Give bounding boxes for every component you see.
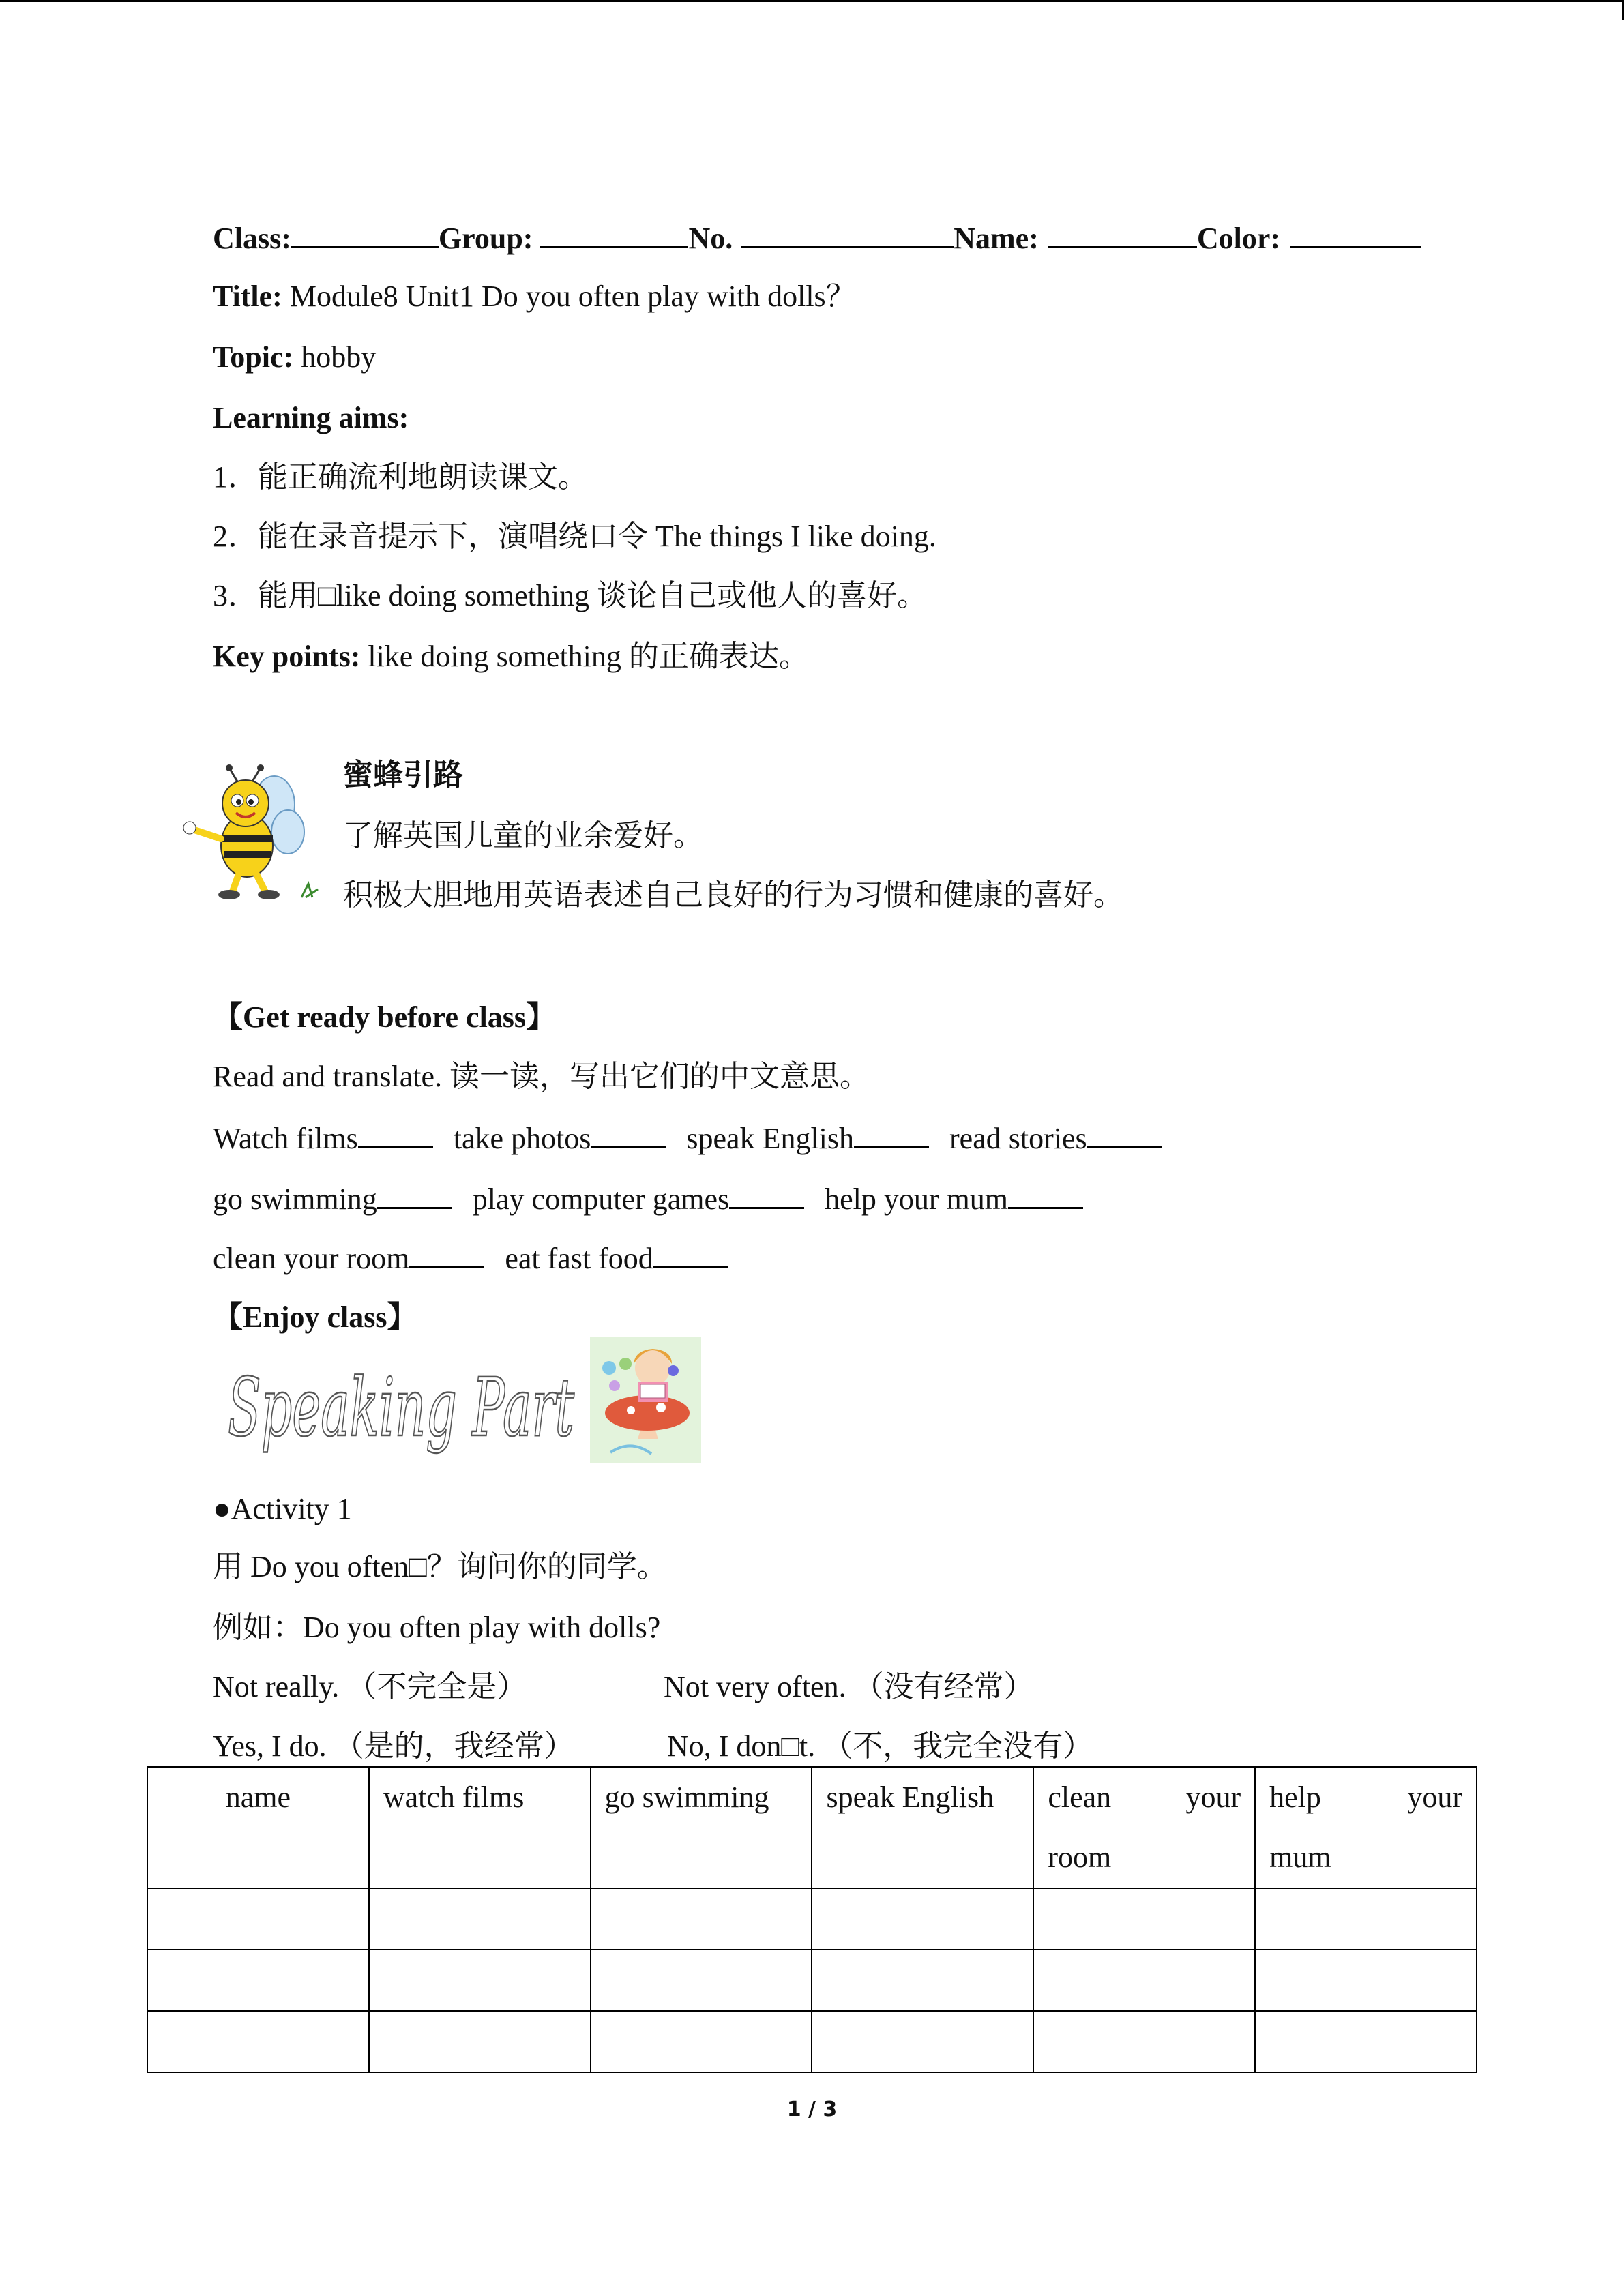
group-label: Group:	[438, 222, 533, 255]
page-border	[0, 0, 1624, 2]
phrase-blank[interactable]	[653, 1239, 728, 1268]
table-header-cell	[1255, 1767, 1477, 1888]
phrase-row-2	[213, 1179, 1083, 1220]
table-cell[interactable]	[147, 1888, 369, 1950]
key-points-line	[213, 636, 809, 677]
phrase-blank[interactable]	[854, 1119, 929, 1148]
learning-aims-heading: Learning aims:	[213, 401, 409, 434]
phrase-blank[interactable]	[377, 1180, 452, 1209]
answer-not-really: Not really. （不完全是）	[213, 1670, 527, 1703]
phrase-item: play computer games	[472, 1182, 730, 1216]
bee-section-line-1: 了解英国儿童的业余爱好。	[343, 819, 703, 852]
your-word: your	[1185, 1780, 1241, 1814]
table-cell[interactable]	[147, 1950, 369, 2011]
activity-1-label: ●Activity 1	[213, 1492, 352, 1525]
mum-word: mum	[1269, 1840, 1331, 1874]
activity-prompt: 用 Do you often□？询问你的同学。	[213, 1550, 667, 1583]
girl-reading-image	[590, 1337, 701, 1463]
table-row	[147, 1950, 1477, 2011]
phrase-row-3	[213, 1238, 728, 1279]
class-blank[interactable]	[291, 219, 439, 248]
phrase-row-1	[213, 1118, 1162, 1159]
no-label: No.	[688, 222, 733, 255]
get-ready-instruction: Read and translate. 读一读，写出它们的中文意思。	[213, 1060, 870, 1093]
table-cell[interactable]	[1033, 2011, 1255, 2072]
aim-item-3: 3．能用□like doing something 谈论自己或他人的喜好。	[213, 579, 928, 612]
phrase-blank[interactable]	[591, 1119, 666, 1148]
bee-section-heading: 蜜蜂引路	[343, 758, 463, 792]
table-cell[interactable]	[147, 2011, 369, 2072]
topic-line	[213, 337, 376, 378]
answer-not-very-often: Not very often. （没有经常）	[664, 1670, 1034, 1703]
page-number: 1 / 3	[786, 2098, 838, 2121]
activity-example: 例如：Do you often play with dolls?	[213, 1611, 661, 1644]
table-cell[interactable]	[1033, 1950, 1255, 2011]
table-row	[147, 1888, 1477, 1950]
answer-yes-i-do: Yes, I do. （是的，我经常）	[213, 1729, 574, 1763]
bee-section-line-2: 积极大胆地用英语表述自己良好的行为习惯和健康的喜好。	[343, 878, 1123, 912]
topic-value: hobby	[293, 340, 377, 374]
phrase-item: clean your room	[213, 1242, 410, 1275]
aim-item-1: 1．能正确流利地朗读课文。	[213, 460, 588, 494]
table-row	[147, 2011, 1477, 2072]
topic-label: Topic:	[213, 340, 294, 374]
table-header-cell: name	[147, 1767, 369, 1888]
table-cell[interactable]	[1255, 1950, 1477, 2011]
your-word: your	[1407, 1780, 1462, 1814]
table-cell[interactable]	[1033, 1888, 1255, 1950]
table-header-cell: go swimming	[591, 1767, 812, 1888]
table-cell[interactable]	[812, 1888, 1033, 1950]
table-header-cell: watch films	[369, 1767, 591, 1888]
speaking-part-wordart	[225, 1354, 580, 1456]
phrase-item: go swimming	[213, 1182, 377, 1216]
table-cell[interactable]	[1255, 2011, 1477, 2072]
get-ready-heading: 【Get ready before class】	[213, 1000, 557, 1034]
table-cell[interactable]	[591, 2011, 812, 2072]
phrase-item: speak English	[686, 1122, 855, 1155]
table-cell[interactable]	[369, 1888, 591, 1950]
color-blank[interactable]	[1290, 219, 1421, 248]
key-points-label: Key points:	[213, 640, 361, 673]
phrase-blank[interactable]	[729, 1180, 804, 1209]
table-cell[interactable]	[591, 1950, 812, 2011]
phrase-item: take photos	[453, 1122, 591, 1155]
help-word: help	[1269, 1780, 1321, 1814]
aim-item-2: 2．能在录音提示下，演唱绕口令 The things I like doing.	[213, 520, 936, 553]
phrase-item: read stories	[949, 1122, 1087, 1155]
key-points-value: like doing something 的正确表达。	[360, 640, 809, 673]
name-blank[interactable]	[1048, 219, 1197, 248]
phrase-blank[interactable]	[1087, 1119, 1162, 1148]
speaking-part-text: Speaking Part	[228, 1360, 575, 1455]
enjoy-class-heading: 【Enjoy class】	[213, 1300, 417, 1334]
answer-no-i-dont: No, I don□t. （不，我完全没有）	[667, 1729, 1093, 1763]
table-header-row	[147, 1767, 1477, 1888]
color-label: Color:	[1196, 222, 1281, 255]
phrase-blank[interactable]	[358, 1119, 433, 1148]
title-label: Title:	[213, 280, 282, 313]
class-label: Class:	[213, 222, 291, 255]
table-cell[interactable]	[812, 2011, 1033, 2072]
table-header-cell	[1033, 1767, 1255, 1888]
title-value: Module8 Unit1 Do you often play with dolls？	[282, 280, 856, 313]
table-cell[interactable]	[1255, 1888, 1477, 1950]
phrase-item: help your mum	[825, 1182, 1008, 1216]
title-line	[213, 276, 856, 317]
survey-table	[147, 1766, 1477, 2073]
table-header-cell: speak English	[812, 1767, 1033, 1888]
room-word: room	[1048, 1840, 1112, 1874]
table-cell[interactable]	[812, 1950, 1033, 2011]
group-blank[interactable]	[540, 219, 688, 248]
phrase-item: eat fast food	[505, 1242, 653, 1275]
table-cell[interactable]	[591, 1888, 812, 1950]
student-info-line	[213, 218, 1421, 259]
phrase-blank[interactable]	[409, 1239, 484, 1268]
phrase-item: Watch films	[213, 1122, 358, 1155]
table-cell[interactable]	[369, 1950, 591, 2011]
table-cell[interactable]	[369, 2011, 591, 2072]
no-blank[interactable]	[741, 219, 954, 248]
name-label: Name:	[954, 222, 1039, 255]
phrase-blank[interactable]	[1008, 1180, 1083, 1209]
clean-word: clean	[1048, 1780, 1112, 1814]
bee-icon	[179, 764, 325, 900]
